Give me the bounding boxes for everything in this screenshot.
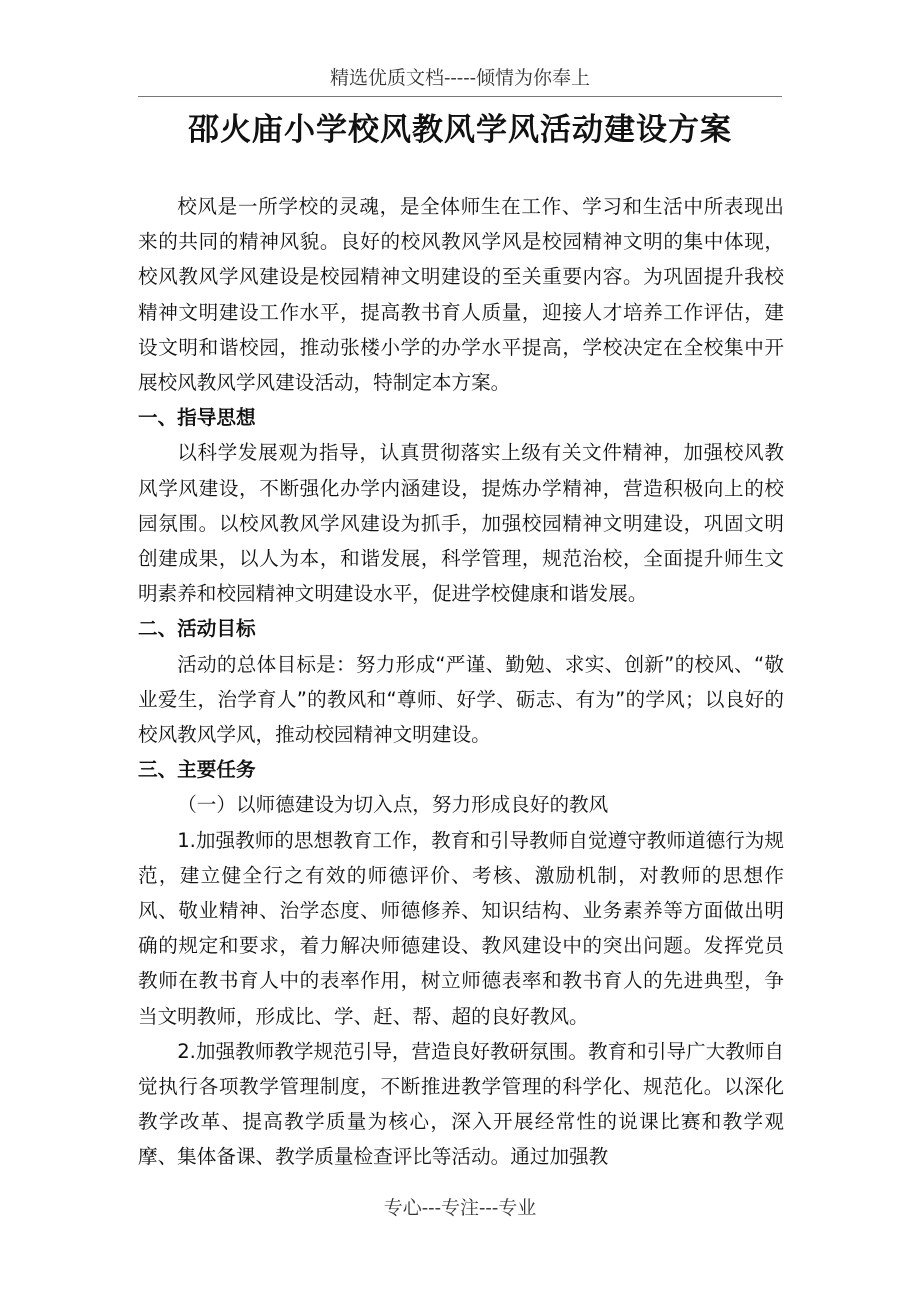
- task-item-1-paragraph: 1.加强教师的思想教育工作，教育和引导教师自觉遵守教师道德行为规范，建立健全行之有效的师德评价、考核、激励机制，对教师的思想作风、敬业精神、治学态度、师德修养、知识结构、业务素养等方面做出明确的规定和要求，着力解决师德建设、教风建设中的突出问题。发挥党员教师在教书育人中的表率作用，树立师德表率和教书育人的先进典型，争当文明教师，形成比、学、赶、帮、超的良好教风。: [138, 828, 784, 1028]
- activity-goals-paragraph: 活动的总体目标是：努力形成“严谨、勤勉、求实、创新”的校风、“敬业爱生，治学育人”的教风和“尊师、好学、砺志、有为”的学风；以良好的校风教风学风，推动校园精神文明建设。: [138, 652, 784, 747]
- document-body: [138, 189, 784, 1175]
- document-title: 邵火庙小学校风教风学风活动建设方案: [188, 112, 732, 148]
- page-footer: 专心---专注---专业: [383, 1197, 537, 1219]
- task-item-2-paragraph: 2.加强教师教学规范引导，营造良好教研氛围。教育和引导广大教师自觉执行各项教学管理制度，不断推进教学管理的科学化、规范化。以深化教学改革、提高教学质量为核心，深入开展经常性的说课比赛和教学观摩、集体备课、教学质量检查评比等活动。通过加强教: [138, 1039, 784, 1169]
- guiding-ideology-paragraph: 以科学发展观为指导，认真贯彻落实上级有关文件精神，加强校风教风学风建设，不断强化办学内涵建设，提炼办学精神，营造积极向上的校园氛围。以校风教风学风建设为抓手，加强校园精神文明建设，巩固文明创建成果，以人为本，和谐发展，科学管理，规范治校，全面提升师生文明素养和校园精神文明建设水平，促进学校健康和谐发展。: [138, 441, 784, 606]
- section-heading-activity-goals: 二、活动目标: [138, 617, 256, 641]
- page-header: 精选优质文档-----倾情为你奉上: [138, 64, 782, 97]
- subsection-heading-teacher-ethics: （一）以师德建设为切入点，努力形成良好的教风: [177, 793, 609, 817]
- intro-paragraph: 校风是一所学校的灵魂，是全体师生在工作、学习和生活中所表现出来的共同的精神风貌。良好的校风教风学风是校园精神文明的集中体现，校风教风学风建设是校园精神文明建设的至关重要内容。为巩固提升我校精神文明建设工作水平，提高教书育人质量，迎接人才培养工作评估，建设文明和谐校园，推动张楼小学的办学水平提高，学校决定在全校集中开展校风教风学风建设活动，特制定本方案。: [138, 195, 784, 395]
- section-heading-main-tasks: 三、主要任务: [138, 758, 256, 782]
- section-heading-guiding-ideology: 一、指导思想: [138, 406, 256, 430]
